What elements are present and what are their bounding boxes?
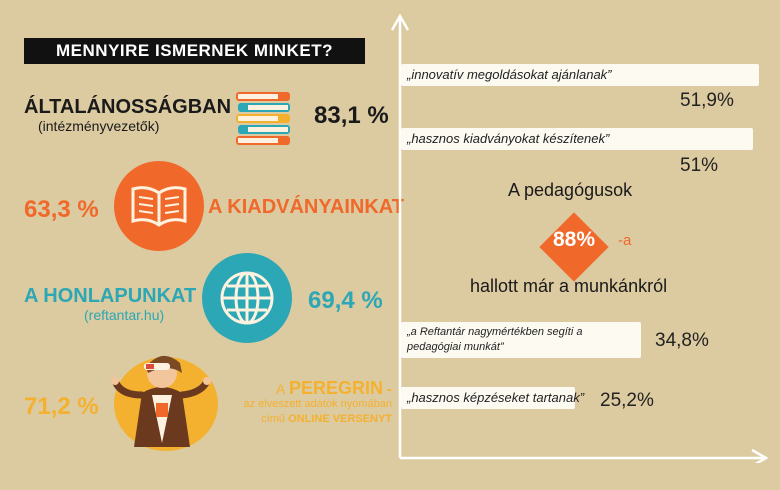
general-sublabel: (intézményvezetők) [38, 118, 160, 134]
publications-label: A KIADVÁNYAINKAT [208, 196, 404, 218]
chart-bar-value: 25,2% [600, 390, 654, 411]
chart-bar-value: 34,8% [655, 330, 709, 351]
teachers-line1: A pedagógusok [508, 180, 633, 200]
chart-bar-value: 51% [680, 155, 719, 176]
chart-bar-label: „a Reftantár nagymértékben segíti a pedagógiai munkát” [407, 326, 583, 353]
peregrin-label-line3-prefix: című [261, 413, 286, 425]
peregrin-label-line2: az elveszett adatok nyomában [243, 398, 392, 410]
chart-bar-label: „innovatív megoldásokat ajánlanak” [407, 67, 612, 82]
peregrin-label-dash: - [386, 381, 392, 398]
page-title: MENNYIRE ISMERNEK MINKET? [56, 41, 333, 60]
teachers-value: 88% [552, 228, 596, 251]
publications-value: 63,3 % [24, 196, 99, 223]
peregrin-value: 71,2 % [24, 393, 99, 420]
peregrin-label-prefix: A [276, 381, 286, 397]
website-label: A HONLAPUNKAT [24, 285, 197, 307]
general-value: 83,1 % [314, 102, 389, 129]
general-label: ÁLTALÁNOSSÁGBAN [24, 96, 232, 118]
teachers-suffix: -a [618, 232, 632, 249]
teachers-line2: hallott már a munkánkról [470, 276, 668, 296]
peregrin-label-highlight: PEREGRIN [289, 378, 384, 398]
website-sublabel: (reftantar.hu) [84, 307, 165, 323]
chart-bar-label: „hasznos kiadványokat készítenek” [407, 131, 610, 146]
chart-bar-label: „hasznos képzéseket tartanak” [407, 390, 585, 405]
website-value: 69,4 % [308, 287, 383, 314]
chart-bar-value: 51,9% [680, 90, 734, 111]
peregrin-label-line3-highlight: ONLINE VERSENYT [288, 413, 392, 425]
